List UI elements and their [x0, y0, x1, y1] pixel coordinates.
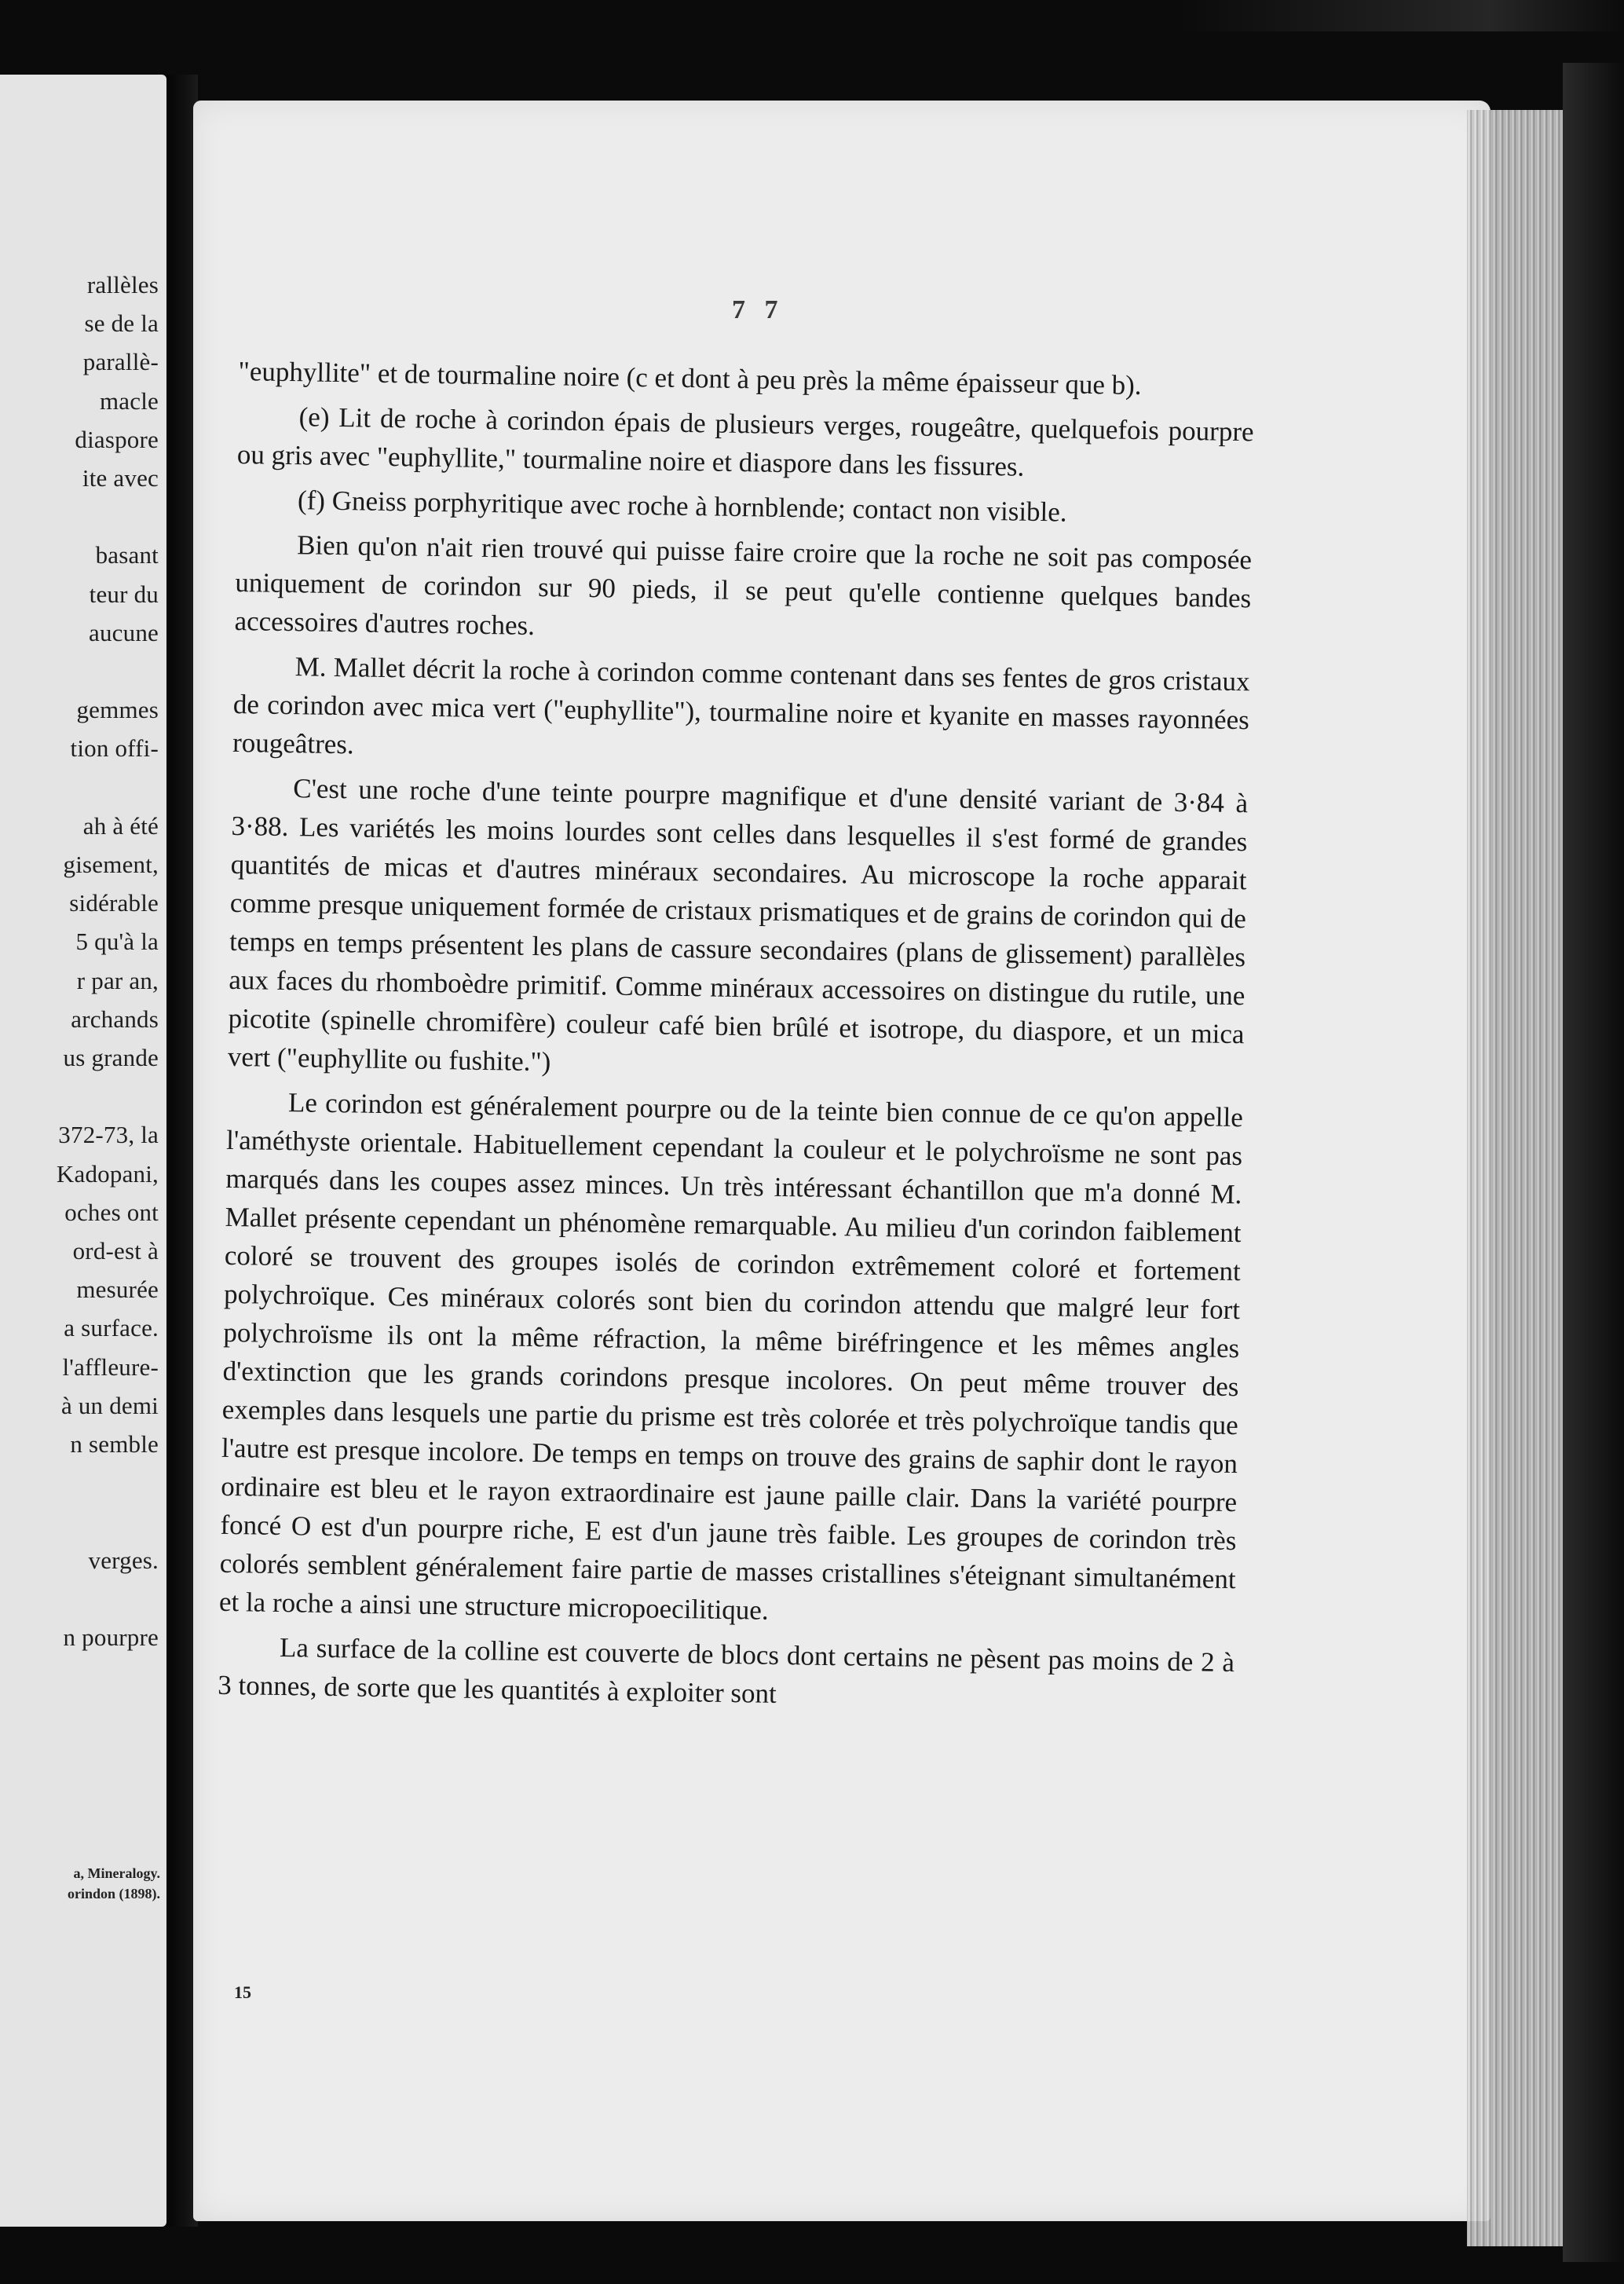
facing-page-line: ord-est à: [72, 1237, 159, 1265]
facing-page-line: n pourpre: [63, 1623, 159, 1651]
facing-page-line: Kadopani,: [56, 1159, 159, 1188]
facing-page-line: 372-73, la: [58, 1121, 159, 1149]
body-text: [218, 352, 1255, 1726]
facing-page-line: diaspore: [75, 425, 159, 453]
facing-page-line: rallèles: [86, 271, 159, 298]
facing-page-line: verges.: [88, 1546, 159, 1574]
facing-page-line: se de la: [84, 309, 159, 338]
paragraph: (e) Lit de roche à corindon épais de plusieurs verges, rougeâtre, quelquefois pourpre ou gris avec "euphyllite," tourmaline noire et diaspore dans les fissures.: [236, 401, 1254, 482]
facing-page-line: r par an,: [76, 966, 159, 994]
scan-background-top: [1178, 0, 1624, 31]
facing-page: [0, 75, 166, 2227]
facing-page-line: parallè-: [82, 348, 159, 376]
paragraph: M. Mallet décrit la roche à corindon comme contenant dans ses fentes de gros cristaux de corindon avec mica vert ("euphyllite"), tourmaline noire et kyanite en masses rayonnées rougeâtres.: [232, 651, 1250, 760]
facing-page-line: à un demi: [60, 1391, 159, 1419]
paragraph: (f) Gneiss porphyritique avec roche à hornblende; contact non visible.: [297, 485, 1067, 528]
facing-page-line: archands: [71, 1005, 159, 1033]
facing-page-line: 5 qu'à la: [75, 928, 159, 956]
facing-page-line: basant: [95, 541, 159, 569]
page-folio: 7 7: [732, 295, 785, 324]
paragraph: C'est une roche d'une teinte pourpre magnifique et d'une densité variant de 3·84 à 3·88. Les variétés les moins lourdes sont celles dans lesquelles il s'est formé de grandes quantités de micas et d'autres minéraux secondaires. Au microscope la roche apparait comme presque uniquement formée de cristaux prismatiques et de grains de corindon qui de temps en temps présentent les plans de cassure secondaires (plans de glissement) parallèles aux faces du rhomboèdre primitif. Comme minéraux accessoires on distingue du rutile, une picotite (spinelle chromifère) couleur café bien brûlé et isotrope, du diaspore, et un mica vert ("euphyllite ou fushite."): [227, 773, 1249, 1078]
paragraph: Bien qu'on n'ait rien trouvé qui puisse faire croire que la roche ne soit pas composée uniquement de corindon sur 90 pieds, il se peut qu'elle contienne quelques bandes accessoires d'autres roches.: [234, 529, 1253, 641]
facing-page-line: gemmes: [76, 696, 159, 724]
facing-page-line: tion offi-: [70, 734, 159, 763]
facing-page-footnote: a, Mineralogy.: [73, 1865, 160, 1881]
facing-page-line: macle: [99, 386, 159, 415]
facing-page-line: a surface.: [64, 1314, 159, 1342]
facing-page-line: teur du: [89, 580, 159, 608]
facing-page-line: sidérable: [69, 889, 159, 917]
facing-page-line: aucune: [89, 618, 159, 646]
paragraph: La surface de la colline est couverte de blocs dont certains ne pèsent pas moins de 2 à 3 tonnes, de sorte que les quantités à exploiter sont: [218, 1632, 1235, 1709]
paragraph: Le corindon est généralement pourpre ou de la teinte bien connue de ce qu'on appelle l'améthyste orientale. Habituellement cependant la couleur et le polychroïsme ne sont pas marqués dans les coupes assez minces. Un très intéressant échantillon que m'a donné M. Mallet présente cependant un phénomène remarquable. Au milieu d'un corindon faiblement coloré se trouvent des groupes isolés de corindon extrêmement coloré et fortement polychroïque. Ces minéraux colorés sont bien du corindon attendu que malgré leur fort polychroïsme ils ont la même réfraction, la même biréfringence et les mêmes angles d'extinction que les grands corindons presque incolores. On peut même trouver des exemples dans lesquels une partie du prisme est très colorée et très polychroïque tandis que l'autre est presque incolore. De temps en temps on trouve des grains de saphir dont le rayon ordinaire est bleu et le rayon extraordinaire est jaune paille clair. Dans la variété pourpre foncé O est d'un pourpre riche, E est d'un jaune très faible. Les groupes de corindon très colorés semblent généralement faire partie de masses cristallines s'éteignant simultanément et la roche a ainsi une structure micropoecilitique.: [218, 1087, 1244, 1626]
facing-page-line: ite avec: [82, 464, 159, 492]
scan-background-right: [1563, 63, 1624, 2262]
paragraph: "euphyllite" et de tourmaline noire (c et dont à peu près la même épaisseur que b).: [238, 355, 1142, 401]
facing-page-line: gisement,: [63, 851, 159, 878]
facing-page-line: mesurée: [76, 1276, 159, 1304]
facing-page-line: us grande: [63, 1044, 159, 1071]
facing-page-line: l'affleure-: [62, 1352, 159, 1381]
facing-page-line: n semble: [70, 1430, 159, 1458]
facing-page-footnote: orindon (1898).: [67, 1886, 160, 1902]
facing-page-line: oches ont: [64, 1198, 159, 1226]
signature-mark: 15: [234, 1982, 251, 2002]
facing-page-line: ah à été: [82, 811, 159, 840]
